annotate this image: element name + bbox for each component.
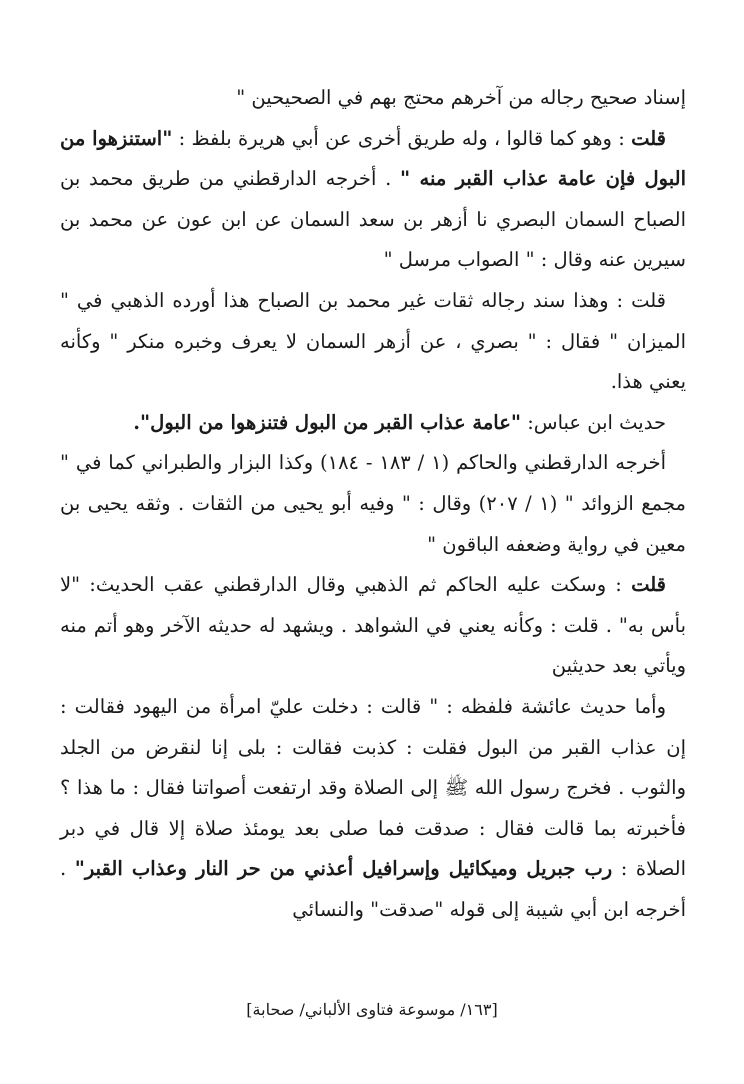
text-run: : وسكت عليه الحاكم ثم الذهبي وقال الدارقطني عقب الحديث: "لا بأس به" . قلت : وكأنه يعني في الشواهد . ويشهد له حديثه الآخر وهو أتم منه ويأتي بعد حديثين — [60, 573, 686, 678]
main-text — [60, 78, 686, 930]
paragraph — [60, 443, 686, 565]
text-run: وأما حديث عائشة فلفظه : " قالت : دخلت عليّ امرأة من اليهود فقالت : إن عذاب القبر من البول فقلت : كذبت فقالت : بلى إنا لنقرض من الجلد والثوب . فخرج رسول الله ﷺ إلى الصلاة وقد ارتفعت أصواتنا فقال : ما هذا ؟ فأخبرته بما قالت فقال : صدقت فما صلى بعد يومئذ صلاة إلا قال في دبر الصلاة : — [60, 694, 687, 881]
bold-text: قلت — [631, 573, 666, 597]
paragraph — [60, 687, 686, 931]
paragraph — [60, 78, 686, 119]
text-run: حديث ابن عباس: — [521, 410, 666, 434]
bold-text: رب جبريل وميكائيل وإسرافيل أعذني من حر النار وعذاب القبر" — [74, 857, 613, 881]
bold-text: "عامة عذاب القبر من البول فتنزهوا من البول". — [133, 410, 522, 434]
paragraph — [60, 281, 686, 403]
text-run: . أخرجه الدارقطني من طريق محمد بن الصباح السمان البصري نا أزهر بن سعد السمان عن ابن عون عن محمد بن سيرين عنه وقال : " الصواب مرسل " — [60, 167, 686, 272]
bold-text: "استنزهوا من البول فإن عامة عذاب القبر منه " — [60, 126, 686, 191]
page-footer: [١٦٣/ موسوعة فتاوى الألباني/ صحابة] — [246, 1000, 498, 1019]
paragraph — [60, 119, 686, 281]
paragraph — [60, 403, 686, 444]
paragraph — [60, 565, 686, 687]
text-run: قلت : وهذا سند رجاله ثقات غير محمد بن الصباح هذا أورده الذهبي في " الميزان " فقال : " بصري ، عن أزهر السمان لا يعرف وخبره منكر " وكأنه يعني هذا. — [60, 288, 686, 394]
text-run: . أخرجه ابن أبي شيبة إلى قوله "صدقت" والنسائي — [60, 857, 686, 921]
text-run: إسناد صحيح رجاله من آخرهم محتج بهم في الصحيحين " — [236, 86, 686, 109]
text-run: : وهو كما قالوا ، وله طريق أخرى عن أبي هريرة بلفظ : — [172, 126, 632, 150]
bold-text: قلت — [631, 126, 666, 150]
text-run: أخرجه الدارقطني والحاكم (١ / ١٨٣ - ١٨٤) وكذا البزار والطبراني كما في " مجمع الزوائد " (١ / ٢٠٧) وقال : " وفيه أبو يحيى من الثقات . وثقه يحيى بن معين في رواية وضعفه الباقون " — [60, 451, 686, 556]
